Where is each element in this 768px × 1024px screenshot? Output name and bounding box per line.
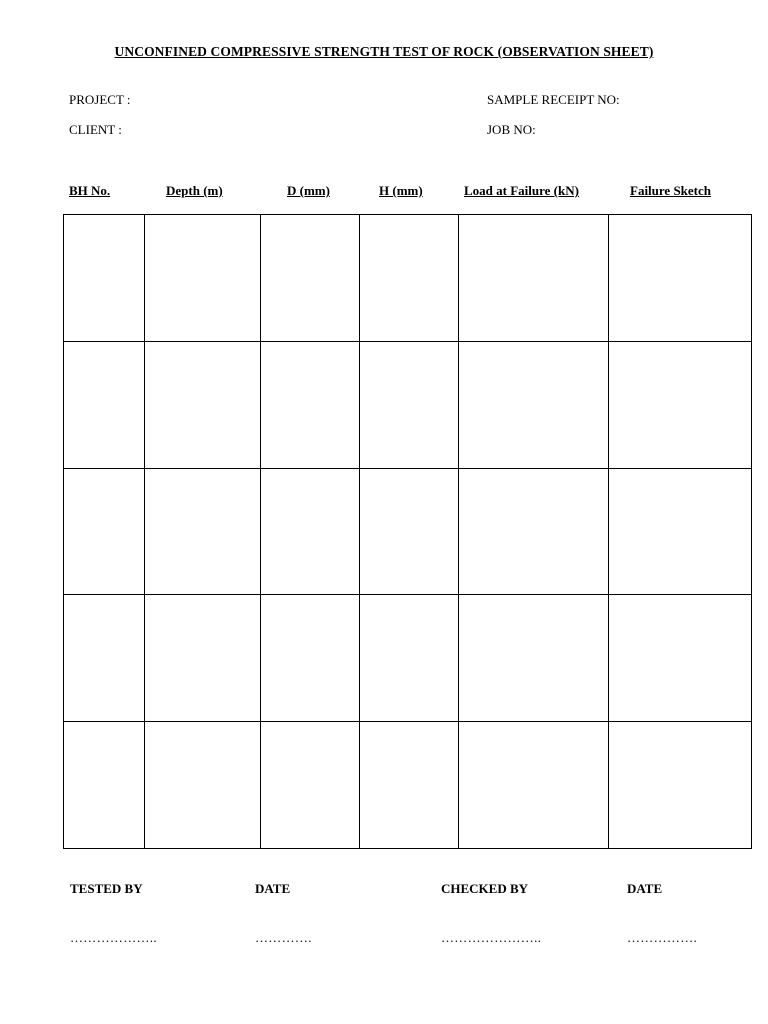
table-cell[interactable]: [459, 468, 609, 595]
table-cell[interactable]: [145, 722, 261, 849]
table-cell[interactable]: [360, 722, 459, 849]
table-cell[interactable]: [64, 595, 145, 722]
column-header-depth: Depth (m): [166, 183, 223, 198]
page-title: UNCONFINED COMPRESSIVE STRENGTH TEST OF ROCK (OBSERVATION SHEET): [114, 44, 654, 59]
table-cell[interactable]: [360, 595, 459, 722]
column-header-height: H (mm): [379, 183, 423, 198]
table-cell[interactable]: [459, 215, 609, 342]
project-label: PROJECT :: [69, 92, 131, 107]
table-cell[interactable]: [609, 468, 752, 595]
table-cell[interactable]: [609, 722, 752, 849]
table-cell[interactable]: [459, 595, 609, 722]
table-cell[interactable]: [360, 341, 459, 468]
table-cell[interactable]: [261, 215, 360, 342]
table-cell[interactable]: [261, 595, 360, 722]
observation-table: [63, 214, 752, 849]
table-cell[interactable]: [609, 215, 752, 342]
tested-by-signature-line[interactable]: ………………..: [70, 930, 157, 945]
table-cell[interactable]: [261, 468, 360, 595]
column-header-failure-sketch: Failure Sketch: [630, 183, 712, 198]
table-row: [64, 341, 752, 468]
table-cell[interactable]: [145, 215, 261, 342]
table-cell[interactable]: [145, 595, 261, 722]
table-cell[interactable]: [609, 595, 752, 722]
table-cell[interactable]: [261, 722, 360, 849]
client-label: CLIENT :: [69, 122, 122, 137]
date-label-1: DATE: [255, 881, 291, 896]
table-row: [64, 595, 752, 722]
checked-by-signature-line[interactable]: …………………..: [441, 930, 542, 945]
table-cell[interactable]: [360, 215, 459, 342]
date-line-2[interactable]: …………….: [627, 930, 698, 945]
table-row: [64, 722, 752, 849]
table-cell[interactable]: [261, 341, 360, 468]
table-cell[interactable]: [64, 468, 145, 595]
date-label-2: DATE: [627, 881, 663, 896]
table-cell[interactable]: [459, 341, 609, 468]
table-cell[interactable]: [64, 341, 145, 468]
table-cell[interactable]: [64, 722, 145, 849]
table-cell[interactable]: [609, 341, 752, 468]
tested-by-label: TESTED BY: [70, 881, 143, 896]
table-cell[interactable]: [64, 215, 145, 342]
table-cell[interactable]: [145, 341, 261, 468]
sample-receipt-no-label: SAMPLE RECEIPT NO:: [487, 92, 620, 107]
checked-by-label: CHECKED BY: [441, 881, 529, 896]
table-row: [64, 468, 752, 595]
table-cell[interactable]: [459, 722, 609, 849]
table-cell[interactable]: [145, 468, 261, 595]
column-header-diameter: D (mm): [287, 183, 330, 198]
date-line-1[interactable]: ………….: [255, 930, 312, 945]
job-no-label: JOB NO:: [487, 122, 536, 137]
table-cell[interactable]: [360, 468, 459, 595]
column-header-bh-no: BH No.: [69, 183, 111, 198]
column-header-load-at-failure: Load at Failure (kN): [464, 183, 579, 198]
table-row: [64, 215, 752, 342]
